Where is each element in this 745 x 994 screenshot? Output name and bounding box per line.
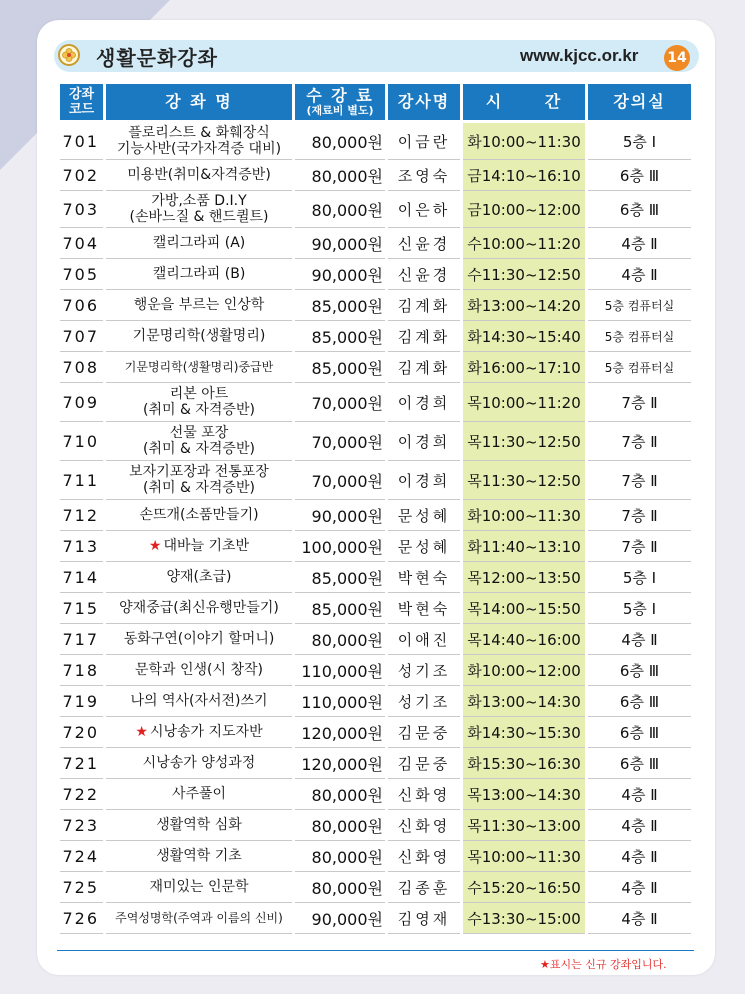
new-course-footnote	[540, 956, 667, 972]
course-code: 725	[60, 872, 103, 903]
course-fee: 90,000원	[295, 500, 385, 531]
class-time: 목11:30~12:50	[463, 422, 585, 461]
instructor-name: 신윤경	[388, 259, 460, 290]
instructor-name: 이금란	[388, 123, 460, 160]
column-header-time: 시 간	[463, 84, 585, 123]
class-time: 화14:30~15:30	[463, 717, 585, 748]
table-row	[60, 123, 691, 160]
table-row	[60, 531, 691, 562]
site-url[interactable]: www.kjcc.or.kr	[520, 46, 639, 65]
instructor-name: 신화영	[388, 779, 460, 810]
course-fee: 85,000원	[295, 352, 385, 383]
course-name	[106, 500, 292, 531]
instructor-name: 김종훈	[388, 872, 460, 903]
table-row	[60, 422, 691, 461]
course-name	[106, 686, 292, 717]
course-code: 717	[60, 624, 103, 655]
table-row	[60, 160, 691, 191]
course-code: 722	[60, 779, 103, 810]
instructor-name: 조영숙	[388, 160, 460, 191]
course-name-line1: 선물 포장	[169, 425, 229, 441]
course-name-line2: (취미 & 자격증반)	[143, 480, 255, 496]
class-time: 금14:10~16:10	[463, 160, 585, 191]
course-fee: 85,000원	[295, 290, 385, 321]
classroom: 5층 Ⅰ	[588, 562, 691, 593]
table-row	[60, 779, 691, 810]
classroom: 6층 Ⅲ	[588, 686, 691, 717]
course-code: 703	[60, 191, 103, 228]
instructor-name: 이경희	[388, 383, 460, 422]
classroom: 6층 Ⅲ	[588, 748, 691, 779]
table-row	[60, 717, 691, 748]
course-name-line1: 가방,소품 D.I.Y	[151, 193, 247, 209]
course-name-line2: (손바느질 & 핸드퀼트)	[129, 209, 269, 225]
class-time: 화11:40~13:10	[463, 531, 585, 562]
table-row	[60, 191, 691, 228]
course-code: 721	[60, 748, 103, 779]
class-time: 금10:00~12:00	[463, 191, 585, 228]
course-code: 726	[60, 903, 103, 934]
instructor-name: 김문중	[388, 717, 460, 748]
classroom: 5층 컴퓨터실	[588, 321, 691, 352]
course-fee: 85,000원	[295, 593, 385, 624]
class-time: 화13:00~14:30	[463, 686, 585, 717]
table-row	[60, 655, 691, 686]
course-code: 708	[60, 352, 103, 383]
course-name-line1: 캘리그라피 (B)	[152, 266, 246, 282]
column-header-fee: 수 강 료 (재료비 별도)	[295, 84, 385, 123]
course-code: 706	[60, 290, 103, 321]
class-time: 목10:00~11:20	[463, 383, 585, 422]
class-time: 화10:00~11:30	[463, 123, 585, 160]
new-course-star-icon: ★	[148, 538, 162, 554]
course-code: 719	[60, 686, 103, 717]
course-name-line1: 미용반(취미&자격증반)	[127, 167, 271, 183]
course-fee: 80,000원	[295, 841, 385, 872]
star-icon: ★	[540, 958, 550, 971]
class-time: 목10:00~11:30	[463, 841, 585, 872]
class-time: 화10:00~11:30	[463, 500, 585, 531]
instructor-name: 이경희	[388, 461, 460, 500]
page-title: 생활문화강좌	[96, 46, 218, 70]
classroom: 5층 Ⅰ	[588, 123, 691, 160]
class-time: 목13:00~14:30	[463, 779, 585, 810]
course-name	[106, 383, 292, 422]
course-fee: 70,000원	[295, 383, 385, 422]
table-row	[60, 228, 691, 259]
course-name	[106, 810, 292, 841]
table-row	[60, 748, 691, 779]
course-name-line1: 시낭송가 양성과정	[142, 755, 256, 771]
course-code: 723	[60, 810, 103, 841]
column-header-code: 강좌 코드	[60, 84, 103, 123]
table-header-row	[60, 84, 691, 123]
course-fee: 80,000원	[295, 160, 385, 191]
footnote-text: 표시는 신규 강좌입니다.	[549, 958, 667, 971]
course-name	[106, 562, 292, 593]
course-name-line2: 기능사반(국가자격증 대비)	[116, 141, 282, 157]
instructor-name: 이경희	[388, 422, 460, 461]
table-bottom-rule	[57, 950, 694, 951]
course-name-line1: 주역성명학(주역과 이름의 신비)	[115, 911, 283, 925]
course-code: 701	[60, 123, 103, 160]
course-name	[106, 123, 292, 160]
class-time: 수15:20~16:50	[463, 872, 585, 903]
course-fee: 100,000원	[295, 531, 385, 562]
instructor-name: 신화영	[388, 841, 460, 872]
course-name	[106, 259, 292, 290]
classroom: 4층 Ⅱ	[588, 259, 691, 290]
table-row	[60, 500, 691, 531]
class-time: 수13:30~15:00	[463, 903, 585, 934]
class-time: 화16:00~17:10	[463, 352, 585, 383]
course-name	[106, 655, 292, 686]
column-header-room: 강의실	[588, 84, 691, 123]
course-name	[106, 290, 292, 321]
course-name	[106, 461, 292, 500]
course-code: 713	[60, 531, 103, 562]
class-time: 화15:30~16:30	[463, 748, 585, 779]
course-name	[106, 872, 292, 903]
class-time: 목14:40~16:00	[463, 624, 585, 655]
course-code: 707	[60, 321, 103, 352]
instructor-name: 김계화	[388, 290, 460, 321]
course-name-line2: (취미 & 자격증반)	[143, 441, 255, 457]
class-time: 화10:00~12:00	[463, 655, 585, 686]
course-fee: 85,000원	[295, 562, 385, 593]
classroom: 7층 Ⅱ	[588, 531, 691, 562]
classroom: 7층 Ⅱ	[588, 461, 691, 500]
course-code: 718	[60, 655, 103, 686]
column-header-name: 강 좌 명	[106, 84, 292, 123]
new-course-star-icon: ★	[135, 724, 148, 740]
course-name-line2: (취미 & 자격증반)	[143, 402, 255, 418]
instructor-name: 성기조	[388, 655, 460, 686]
course-rows	[60, 123, 691, 934]
table-row	[60, 290, 691, 321]
class-time: 목11:30~13:00	[463, 810, 585, 841]
classroom: 5층 컴퓨터실	[588, 290, 691, 321]
instructor-name: 문성혜	[388, 500, 460, 531]
course-name	[106, 779, 292, 810]
table-row	[60, 461, 691, 500]
course-name-line1: 보자기포장과 전통포장	[129, 464, 269, 480]
course-name-line1: 행운을 부르는 인상학	[133, 297, 265, 313]
course-fee: 90,000원	[295, 228, 385, 259]
course-name-line1: 대바늘 기초반	[163, 538, 250, 554]
table-row	[60, 686, 691, 717]
instructor-name: 신화영	[388, 810, 460, 841]
course-name	[106, 531, 292, 562]
classroom: 6층 Ⅲ	[588, 160, 691, 191]
course-code: 715	[60, 593, 103, 624]
course-code: 714	[60, 562, 103, 593]
course-fee: 80,000원	[295, 624, 385, 655]
course-name-line1: 문학과 인생(시 창작)	[134, 662, 264, 678]
course-name-line1: 리본 아트	[169, 386, 229, 402]
course-code: 704	[60, 228, 103, 259]
course-name	[106, 903, 292, 934]
classroom: 7층 Ⅱ	[588, 422, 691, 461]
table-row	[60, 624, 691, 655]
course-name-line1: 나의 역사(자서전)쓰기	[130, 693, 268, 709]
course-name	[106, 624, 292, 655]
classroom: 5층 Ⅰ	[588, 593, 691, 624]
course-code: 712	[60, 500, 103, 531]
course-name	[106, 160, 292, 191]
course-name-line1: 재미있는 인문학	[149, 879, 249, 895]
instructor-name: 김영재	[388, 903, 460, 934]
course-fee: 80,000원	[295, 872, 385, 903]
course-fee: 80,000원	[295, 191, 385, 228]
instructor-name: 문성혜	[388, 531, 460, 562]
instructor-name: 박현숙	[388, 562, 460, 593]
course-code: 710	[60, 422, 103, 461]
table-row	[60, 352, 691, 383]
classroom: 4층 Ⅱ	[588, 872, 691, 903]
instructor-name: 김문중	[388, 748, 460, 779]
course-name-line1: 시낭송가 지도자반	[149, 724, 263, 740]
classroom: 7층 Ⅱ	[588, 500, 691, 531]
course-name-line1: 생활역학 기초	[156, 848, 242, 864]
classroom: 4층 Ⅱ	[588, 810, 691, 841]
course-table	[57, 84, 694, 934]
course-name	[106, 841, 292, 872]
table-row	[60, 259, 691, 290]
instructor-name: 김계화	[388, 352, 460, 383]
course-name	[106, 228, 292, 259]
course-fee: 70,000원	[295, 422, 385, 461]
course-fee: 120,000원	[295, 717, 385, 748]
classroom: 4층 Ⅱ	[588, 779, 691, 810]
course-name-line1: 손뜨개(소품만들기)	[139, 507, 259, 523]
course-name	[106, 422, 292, 461]
course-fee: 80,000원	[295, 810, 385, 841]
course-code: 709	[60, 383, 103, 422]
class-time: 목11:30~12:50	[463, 461, 585, 500]
course-fee: 120,000원	[295, 748, 385, 779]
class-time: 화14:30~15:40	[463, 321, 585, 352]
course-name	[106, 191, 292, 228]
classroom: 6층 Ⅲ	[588, 655, 691, 686]
table-row	[60, 810, 691, 841]
flower-emblem-icon	[58, 44, 80, 66]
class-time: 수11:30~12:50	[463, 259, 585, 290]
class-time: 수10:00~11:20	[463, 228, 585, 259]
course-name-line1: 플로리스트 & 화훼장식	[128, 125, 270, 141]
table-row	[60, 841, 691, 872]
course-name	[106, 321, 292, 352]
table-row	[60, 593, 691, 624]
course-fee: 70,000원	[295, 461, 385, 500]
course-fee: 110,000원	[295, 686, 385, 717]
course-fee: 80,000원	[295, 123, 385, 160]
course-name	[106, 593, 292, 624]
classroom: 7층 Ⅱ	[588, 383, 691, 422]
course-fee: 80,000원	[295, 779, 385, 810]
instructor-name: 박현숙	[388, 593, 460, 624]
course-code: 724	[60, 841, 103, 872]
table-row	[60, 903, 691, 934]
instructor-name: 이애진	[388, 624, 460, 655]
table-row	[60, 872, 691, 903]
course-name-line1: 생활역학 심화	[156, 817, 242, 833]
course-fee: 110,000원	[295, 655, 385, 686]
column-header-instructor: 강사명	[388, 84, 460, 123]
course-name	[106, 352, 292, 383]
course-name	[106, 717, 292, 748]
instructor-name: 이은하	[388, 191, 460, 228]
class-time: 목14:00~15:50	[463, 593, 585, 624]
class-time: 화13:00~14:20	[463, 290, 585, 321]
instructor-name: 김계화	[388, 321, 460, 352]
course-name-line1: 사주풀이	[171, 786, 227, 802]
course-name	[106, 748, 292, 779]
classroom: 6층 Ⅲ	[588, 717, 691, 748]
course-fee: 85,000원	[295, 321, 385, 352]
classroom: 4층 Ⅱ	[588, 228, 691, 259]
course-code: 705	[60, 259, 103, 290]
class-time: 목12:00~13:50	[463, 562, 585, 593]
classroom: 5층 컴퓨터실	[588, 352, 691, 383]
instructor-name: 성기조	[388, 686, 460, 717]
instructor-name: 신윤경	[388, 228, 460, 259]
table-row	[60, 321, 691, 352]
course-code: 711	[60, 461, 103, 500]
classroom: 4층 Ⅱ	[588, 903, 691, 934]
course-name-line1: 동화구연(이야기 할머니)	[123, 631, 275, 647]
classroom: 4층 Ⅱ	[588, 841, 691, 872]
course-name-line1: 기문명리학(생활명리)	[132, 328, 266, 344]
page-number-badge: 14	[664, 45, 690, 71]
table-row	[60, 383, 691, 422]
course-fee: 90,000원	[295, 259, 385, 290]
course-name-line1: 양재(초급)	[166, 569, 232, 585]
table-row	[60, 562, 691, 593]
course-fee: 90,000원	[295, 903, 385, 934]
classroom: 6층 Ⅲ	[588, 191, 691, 228]
course-code: 702	[60, 160, 103, 191]
classroom: 4층 Ⅱ	[588, 624, 691, 655]
course-name-line1: 양재중급(최신유행만들기)	[119, 600, 279, 616]
course-name-line1: 캘리그라피 (A)	[152, 235, 246, 251]
course-code: 720	[60, 717, 103, 748]
course-name-line1: 기문명리학(생활명리)중급반	[124, 360, 274, 374]
